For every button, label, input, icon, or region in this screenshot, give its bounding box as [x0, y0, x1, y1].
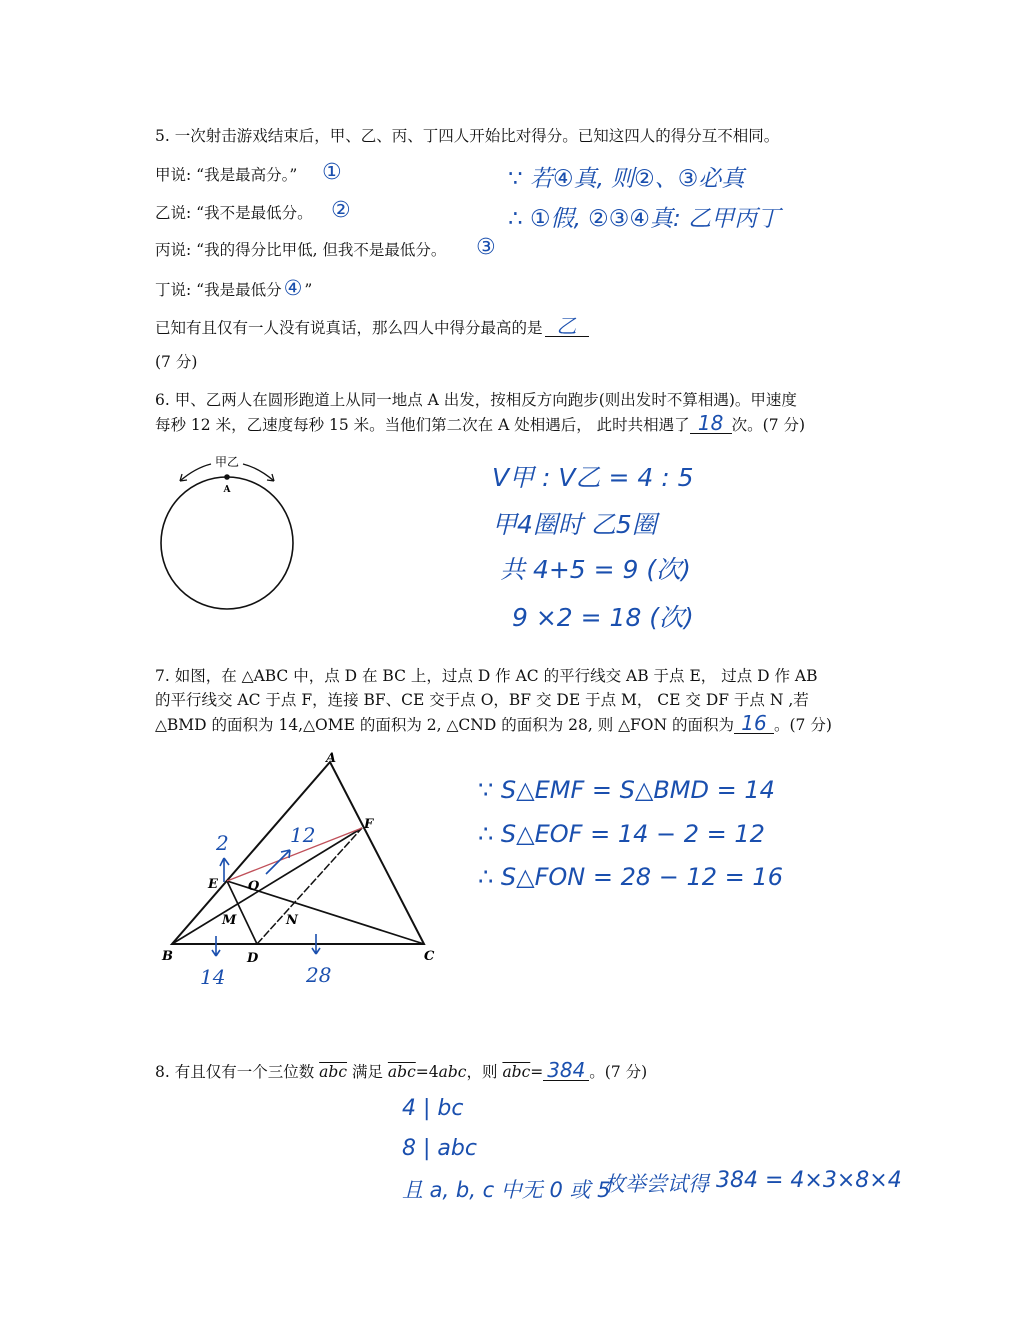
q5-ask: 已知有且仅有一人没有说真话，那么四人中得分最高的是 乙 [155, 316, 589, 338]
label-jia-yi: 甲乙 [214, 455, 240, 469]
q7-answer-blank: 16 [734, 713, 774, 734]
q7-work-line-1: ∵ S△EMF = S△BMD = 14 [478, 776, 775, 804]
q8-work-line-3: 且 a, b, c 中无 0 或 5 [402, 1178, 611, 1202]
label-f: F [364, 817, 374, 832]
q6-circle-figure [150, 448, 320, 618]
label-a: A [326, 751, 337, 766]
q5-mark-4: ④ [283, 276, 303, 300]
q5-statement-3: 丙说: “我的得分比甲低, 但我不是最低分。 [155, 241, 447, 259]
q5-mark-2: ② [331, 198, 351, 223]
q5-stem: 5. 一次射击游戏结束后，甲、乙、丙、丁四人开始比对得分。已知这四人的得分互不相同。 [155, 127, 780, 145]
q5-mark-1: ① [322, 160, 342, 185]
q8-work-line-2: 8 | abc [402, 1136, 477, 1161]
q5-work-line-1: ∵ 若④真, 则②、③必真 [508, 166, 745, 192]
q5-answer-blank: 乙 [545, 316, 589, 337]
q6-work-line-2: 甲4圈时 乙5圈 [492, 510, 657, 539]
q8-abc-3: $\overline{abc}$ [502, 1063, 531, 1081]
q7-triangle-figure [150, 750, 450, 1000]
annotation-2: 2 [216, 831, 229, 855]
label-e: E [208, 877, 218, 892]
label-n: N [286, 913, 298, 928]
point-a-dot [224, 474, 230, 480]
arrow-yi-icon [243, 464, 274, 481]
q7-work-line-3: ∴ S△FON = 28 − 12 = 16 [478, 863, 783, 891]
q8-abc-2: $\overline{abc}$ [387, 1063, 416, 1081]
q8-abc-1: $\overline{abc}$ [319, 1063, 348, 1081]
q7-work-line-2: ∴ S△EOF = 14 − 2 = 12 [478, 820, 765, 848]
label-b: B [162, 949, 173, 964]
annotation-12: 12 [290, 823, 316, 847]
q7-line-1: 7. 如图，在 △ABC 中，点 D 在 BC 上，过点 D 作 AC 的平行线交 AB 于点 E， 过点 D 作 AB [155, 667, 818, 685]
arrow-diag-icon [266, 850, 290, 874]
q6-work-line-1: V甲 : V乙 = 4 : 5 [492, 463, 694, 492]
q6-answer-blank: 18 [690, 413, 732, 434]
q5-statement-2: 乙说: “我不是最低分。 [155, 204, 313, 222]
label-c: C [424, 949, 435, 964]
q8-work-line-5: 384 = 4×3×8×4 [716, 1168, 902, 1193]
q6-work-line-4: 9 ×2 = 18 (次) [512, 603, 694, 632]
q8-work-line-4: 枚举尝试得 [604, 1172, 709, 1196]
q5-mark-3: ③ [476, 235, 496, 260]
q5-work-line-2: ∴ ①假, ②③④真: 乙甲丙丁 [508, 206, 781, 232]
q5-points: (7 分) [155, 353, 198, 371]
q6-work-line-3: 共 4+5 = 9 (次) [500, 555, 691, 584]
track-circle [161, 477, 293, 609]
q5-statement-4: 丁说: “我是最低分④ ” [155, 276, 313, 300]
q8-answer-blank: 384 [543, 1060, 589, 1081]
q8-question: 8. 有且仅有一个三位数 $\overline{abc}$ 满足 $\overline{abc}=4abc$，则 $\overline{abc}= 384$ 。(7 分) [155, 1058, 648, 1082]
arrow-jia-icon [180, 464, 211, 481]
q6-line-2: 每秒 12 米，乙速度每秒 15 米。当他们第二次在 A 处相遇后， 此时共相遇了 18 次。(7 分) [155, 411, 806, 435]
segment-bf [172, 828, 362, 944]
q8-work-line-1: 4 | bc [402, 1096, 464, 1121]
q6-line-1: 6. 甲、乙两人在圆形跑道上从同一地点 A 出发，按相反方向跑步(则出发时不算相遇)。甲速度 [155, 391, 797, 409]
label-m: M [222, 913, 237, 928]
label-o: O [248, 879, 260, 894]
label-d: D [247, 951, 259, 966]
q7-line-2: 的平行线交 AC 于点 F，连接 BF、CE 交于点 O，BF 交 DE 于点 M， CE 交 DF 于点 N ,若 [155, 691, 809, 709]
arrow-down-icon-1 [212, 936, 220, 956]
q7-line-3: △BMD 的面积为 14,△OME 的面积为 2, △CND 的面积为 28, 则 △FON 的面积为 16 。(7 分) [155, 711, 832, 735]
annotation-28: 28 [306, 963, 332, 987]
annotation-14: 14 [200, 965, 226, 989]
q5-statement-1: 甲说: “我是最高分。” [155, 166, 298, 184]
label-a: A [223, 485, 231, 495]
